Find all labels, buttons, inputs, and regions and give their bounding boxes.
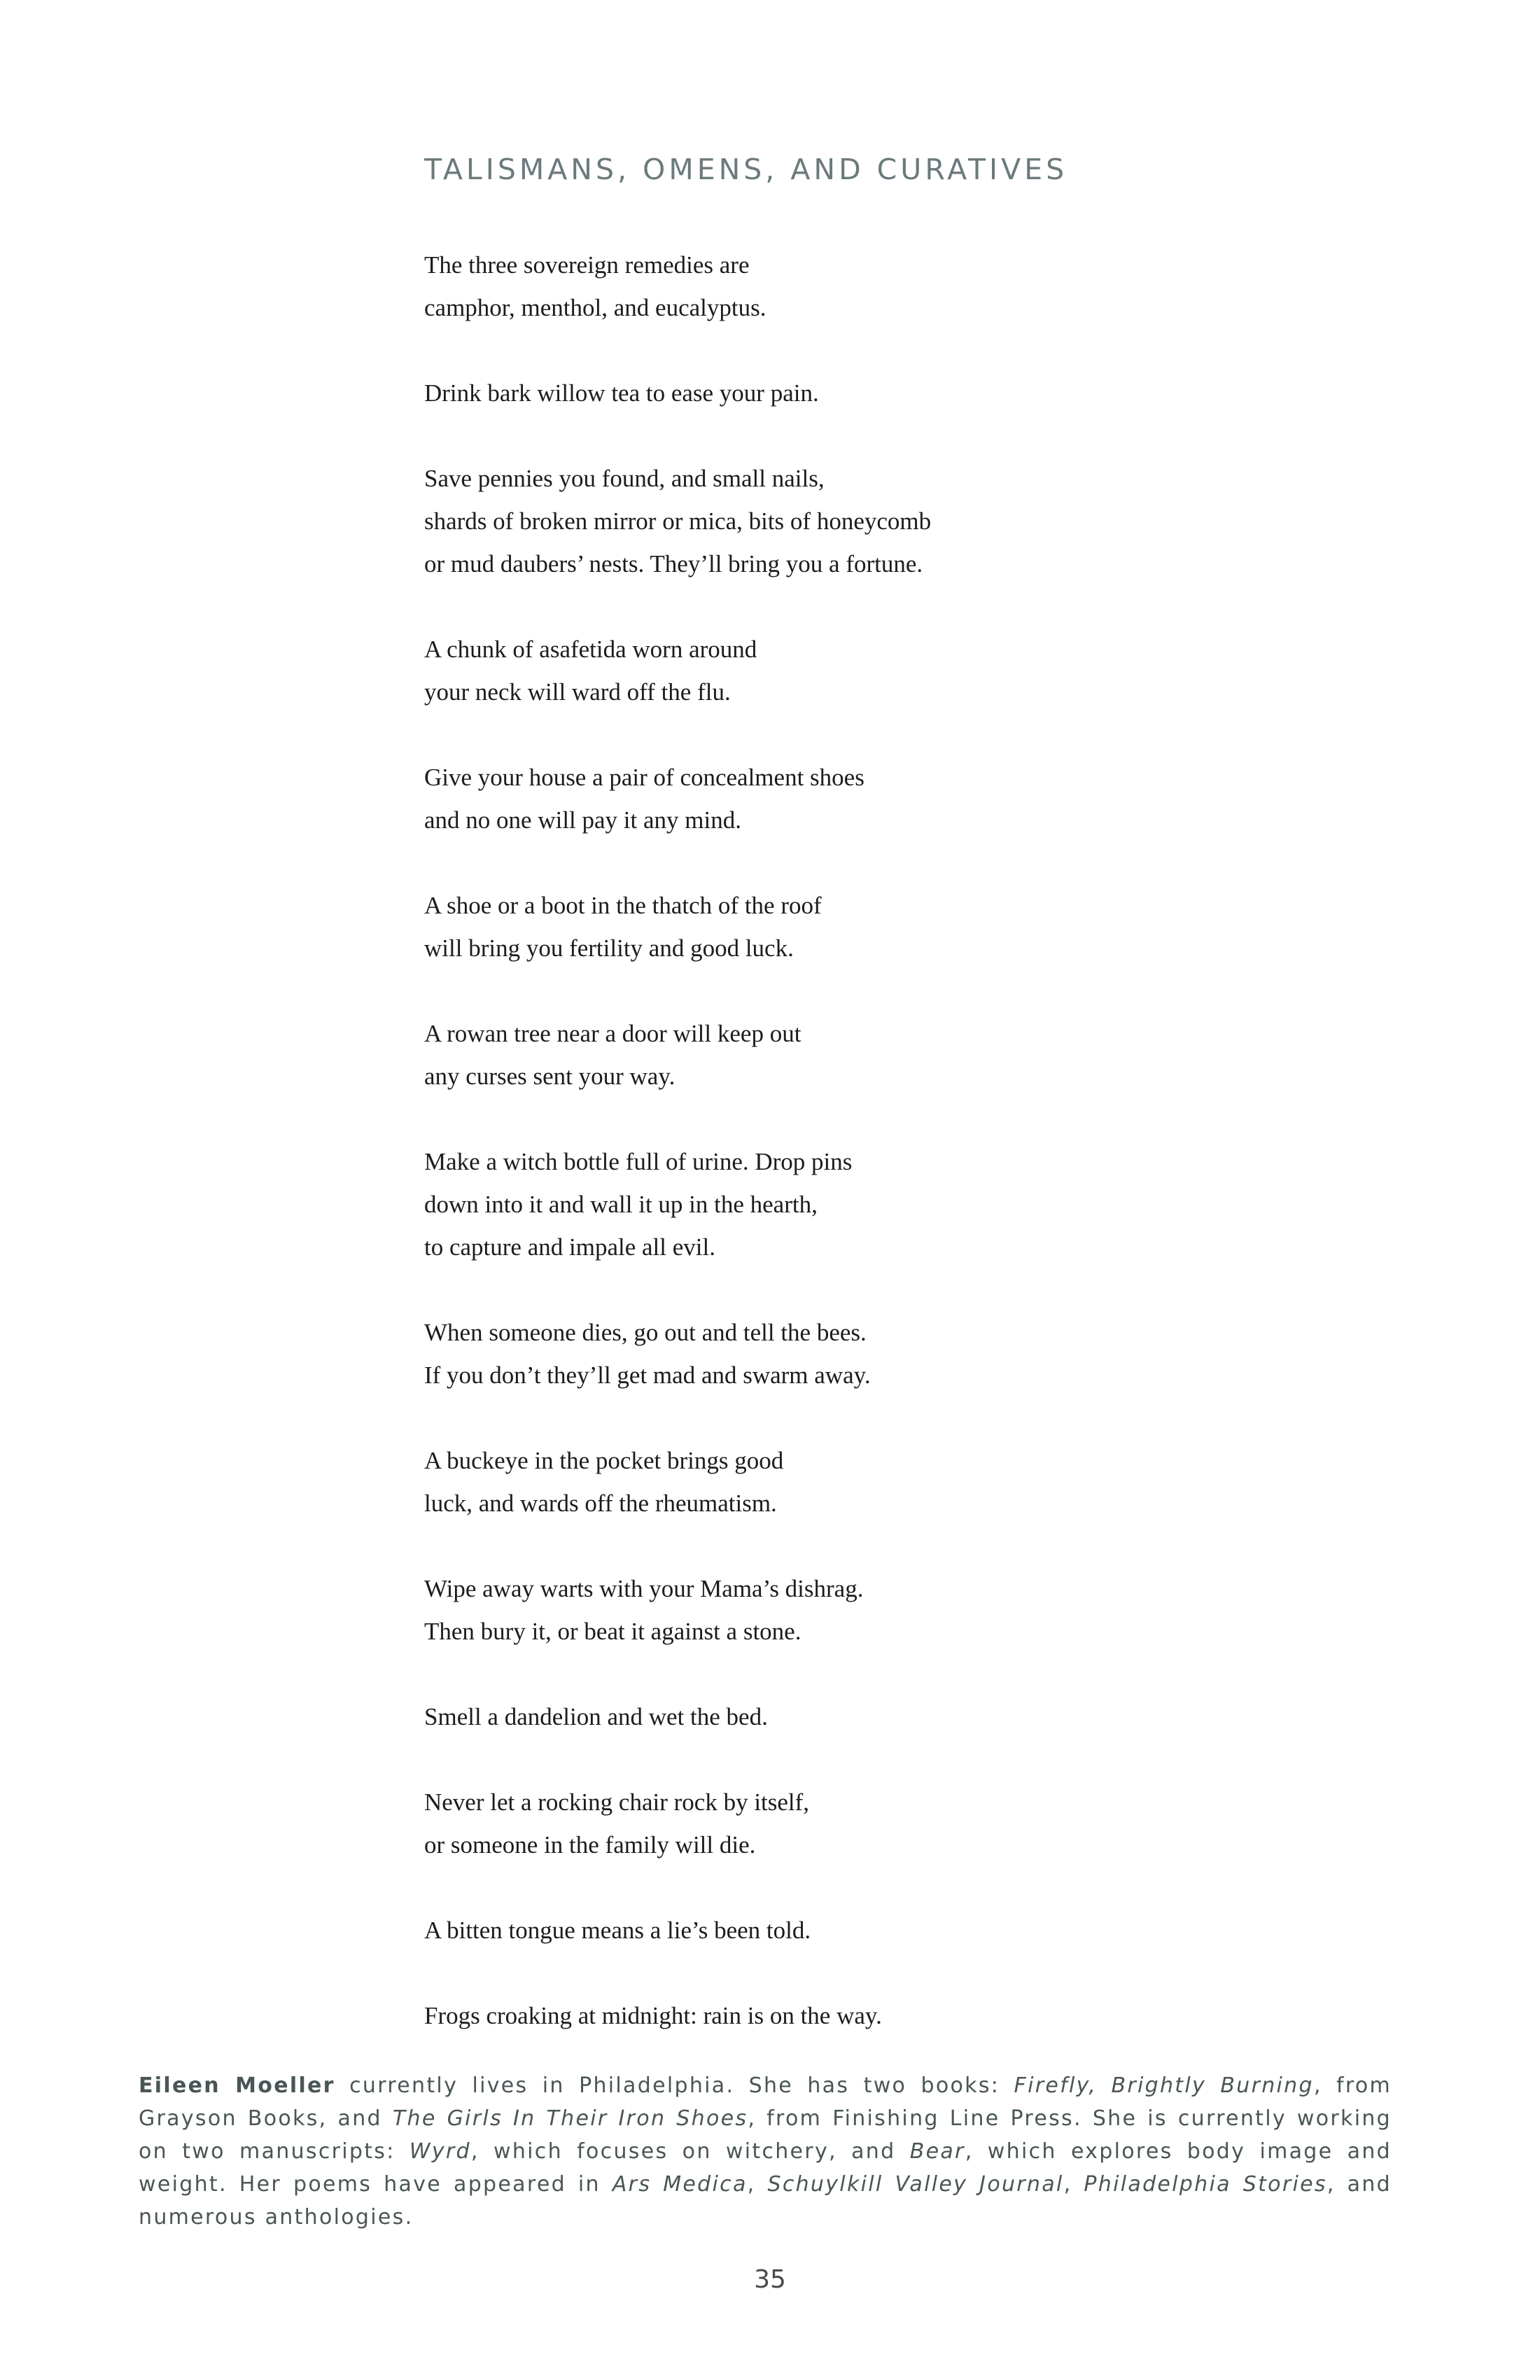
poem-line: to capture and impale all evil. [424, 1233, 715, 1261]
poem-body [424, 244, 1264, 2080]
bio-text: , and numerous anthologies. [139, 2172, 1392, 2230]
poem-line: shards of broken mirror or mica, bits of honeycomb [424, 507, 932, 535]
poem-line: Wipe away warts with your Mama’s dishrag. [424, 1575, 864, 1602]
stanza [424, 1781, 1264, 1866]
bio-text: , [1063, 2172, 1084, 2197]
publication-title: Ars Medica [612, 2172, 748, 2197]
bio-text: currently lives in Philadelphia. She has two books: [335, 2073, 1014, 2098]
poem-line: camphor, menthol, and eucalyptus. [424, 294, 766, 321]
poem-line: A rowan tree near a door will keep out [424, 1020, 802, 1047]
poem-line: Then bury it, or beat it against a stone. [424, 1618, 802, 1645]
stanza [424, 457, 1264, 585]
poem-line: A shoe or a boot in the thatch of the roof [424, 892, 822, 919]
stanza [424, 628, 1264, 713]
poem-line: Drink bark willow tea to ease your pain. [424, 379, 819, 407]
stanza [424, 756, 1264, 841]
poem-line: Frogs croaking at midnight: rain is on the way. [424, 2002, 882, 2029]
poem-line: When someone dies, go out and tell the bees. [424, 1319, 867, 1346]
poem-line: luck, and wards off the rheumatism. [424, 1490, 777, 1517]
poem-line: any curses sent your way. [424, 1063, 676, 1090]
poem-line: A chunk of asafetida worn around [424, 636, 757, 663]
poem-line: or someone in the family will die. [424, 1831, 756, 1858]
poem-line: Give your house a pair of concealment shoes [424, 764, 864, 791]
bio-text: , which focuses on witchery, and [470, 2139, 910, 2164]
stanza [424, 1140, 1264, 1268]
stanza [424, 1994, 1264, 2037]
manuscript-title: Bear [909, 2139, 965, 2164]
poem-line: A bitten tongue means a lie’s been told. [424, 1917, 811, 1944]
poem-line: or mud daubers’ nests. They’ll bring you a fortune. [424, 550, 923, 578]
bio-text: , which explores body image and weight. Her poems have appeared in [139, 2139, 1392, 2197]
stanza [424, 1567, 1264, 1653]
bio-text: , from Grayson Books, and [139, 2073, 1392, 2131]
publication-title: Schuylkill Valley Journal [767, 2172, 1064, 2197]
stanza [424, 244, 1264, 329]
poem-line: Save pennies you found, and small nails, [424, 465, 825, 492]
poem-line: If you don’t they’ll get mad and swarm away. [424, 1362, 871, 1389]
stanza [424, 372, 1264, 414]
poem-line: down into it and wall it up in the hearth, [424, 1191, 818, 1218]
bio-text: , from Finishing Line Press. She is currently working on two manuscripts: [139, 2106, 1392, 2164]
stanza [424, 884, 1264, 969]
bio-text: , [747, 2172, 768, 2197]
poem-title: TALISMANS, OMENS, AND CURATIVES [424, 153, 1068, 186]
stanza [424, 1311, 1264, 1396]
author-name: Eileen Moeller [139, 2073, 335, 2098]
poem-line: and no one will pay it any mind. [424, 806, 741, 834]
stanza [424, 1012, 1264, 1098]
poem-line: Smell a dandelion and wet the bed. [424, 1703, 768, 1730]
manuscript-title: Wyrd [409, 2139, 471, 2164]
stanza [424, 1909, 1264, 1952]
book-title: Firefly, Brightly Burning [1014, 2073, 1314, 2098]
book-title: The Girls In Their Iron Shoes [392, 2106, 748, 2131]
stanza [424, 1695, 1264, 1738]
poem-line: Make a witch bottle full of urine. Drop pins [424, 1148, 853, 1175]
page-number: 35 [754, 2265, 786, 2294]
poem-line: Never let a rocking chair rock by itself, [424, 1788, 810, 1816]
poem-line: will bring you fertility and good luck. [424, 934, 794, 962]
poem-line: your neck will ward off the flu. [424, 678, 731, 706]
author-bio [139, 2069, 1392, 2234]
poem-line: The three sovereign remedies are [424, 251, 750, 279]
stanza [424, 1439, 1264, 1525]
poem-line: A buckeye in the pocket brings good [424, 1447, 784, 1474]
publication-title: Philadelphia Stories [1084, 2172, 1327, 2197]
